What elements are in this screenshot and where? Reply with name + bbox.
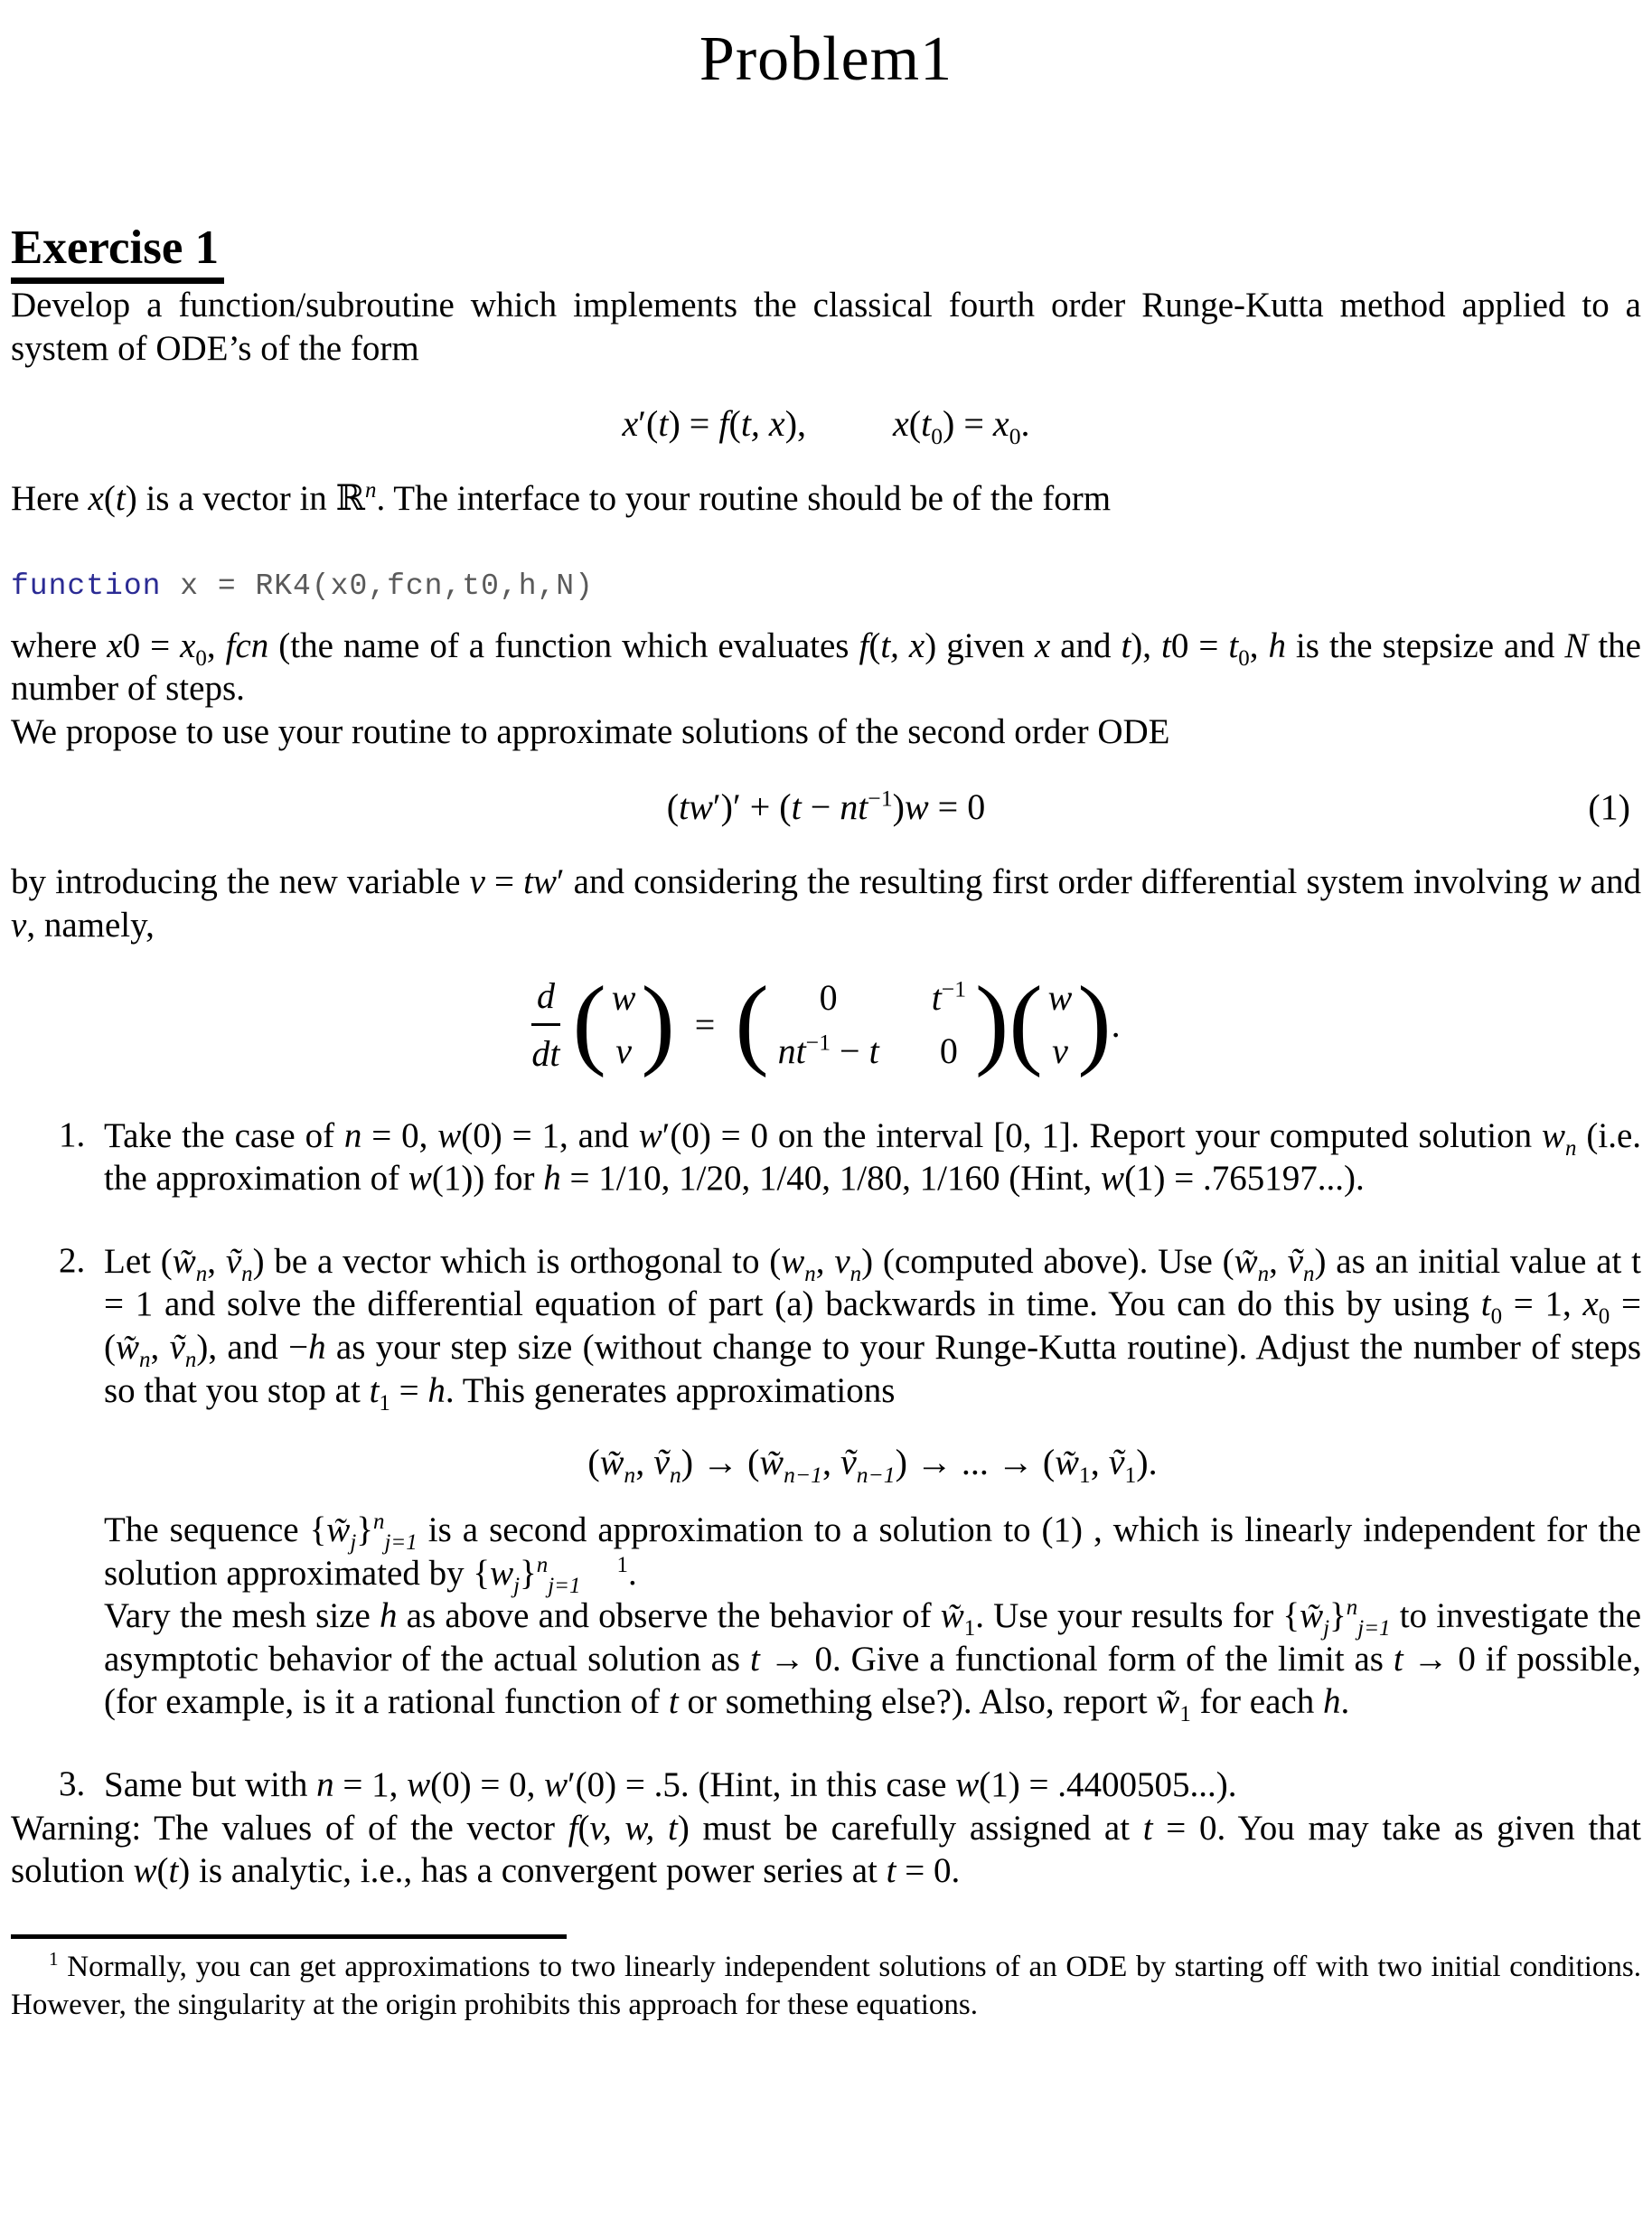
equation-1 bbox=[11, 785, 1641, 828]
coefficient-matrix bbox=[769, 976, 975, 1072]
equals-sign: = bbox=[694, 1003, 716, 1045]
matrix-equation bbox=[11, 965, 1641, 1078]
left-paren: ( bbox=[1009, 965, 1043, 1078]
matrix-cell-01: $t^{-1}$ bbox=[931, 975, 967, 1019]
fraction-bar bbox=[531, 1023, 559, 1026]
item-body bbox=[104, 1115, 1641, 1200]
list-item-3 bbox=[11, 1764, 1641, 1807]
vector-entry-w: w bbox=[1047, 977, 1073, 1019]
right-paren: ) bbox=[641, 965, 675, 1078]
state-vector-left bbox=[606, 976, 642, 1072]
list-item-1 bbox=[11, 1115, 1641, 1200]
equation-1-content: $(tw')' + (t - nt^{-1})w = 0$ bbox=[666, 785, 986, 828]
item-body bbox=[104, 1240, 1642, 1727]
item-2-vary-paragraph: Vary the mesh size h as above and observe the behavior of $w̃_1$. Use your results for $\{w̃_j\}^n_{j=1}$ to investigate the asymptotic behavior of the actual solution as t → 0. Give a functional form of the limit as t → 0 if possible, (for example, is it a rational function of t or something else?). Also, report $w̃_1$ for each h. bbox=[104, 1595, 1642, 1727]
trailing-period: . bbox=[1111, 1003, 1121, 1045]
item-2-text: Let ($w̃_n$, $ṽ_n$) be a vector which is orthogonal to ($w_n$, $v_n$) (computed above). Use ($w̃_n$, $ṽ_n$) as an initial value at t = 1 and solve the differential equation of part (a) backwards in time. You can do this by using $t_0 = 1$, $x_0$ = ($w̃_n$, $ṽ_n$), and −h as your step size (without change to your Runge-Kutta routine). Adjust the number of steps so that you stop at $t_1 = h$. This generates approximations bbox=[104, 1241, 1642, 1416]
item-3-text: Same but with n = 1, w(0) = 0, w′(0) = .5. (Hint, in this case w(1) = .4400505...). bbox=[104, 1764, 1237, 1804]
section-heading-text: Exercise 1 bbox=[11, 221, 224, 284]
matrix-cell-10: $nt^{-1} - t$ bbox=[777, 1029, 879, 1072]
item-number: 2. bbox=[59, 1240, 86, 1280]
paragraph-arguments: where $x0 = x_0$, fcn (the name of a function which evaluates f(t, x) given x and t), $t0 = t_0$, h is the stepsize and N the number of steps. bbox=[11, 626, 1641, 709]
item-body bbox=[104, 1764, 1641, 1807]
code-body: x = RK4(x0,fcn,t0,h,N) bbox=[161, 569, 594, 603]
item-2-sequence-paragraph: The sequence $\{w̃_j\}^n_{j=1}$ is a second approximation to a solution to (1) , which is linearly independent for the solution approximated by $\{w_j\}^n_{j=1}^1$. bbox=[104, 1510, 1641, 1598]
paragraph-intro: Develop a function/subroutine which implements the classical fourth order Runge-Kutta method applied to a system of ODE’s of the form bbox=[11, 286, 1641, 368]
code-line bbox=[11, 569, 1641, 603]
left-paren: ( bbox=[735, 965, 769, 1078]
paragraph-propose: We propose to use your routine to approximate solutions of the second order ODE bbox=[11, 711, 1170, 751]
list-item-2 bbox=[11, 1240, 1642, 1727]
paragraph-substitution: by introducing the new variable v = tw′ and considering the resulting first order differential system involving w and v, namely, bbox=[11, 862, 1642, 945]
document-page bbox=[0, 24, 1652, 2024]
matrix-cell-00: 0 bbox=[819, 977, 838, 1019]
footnote-rule bbox=[11, 1934, 567, 1939]
footnote-marker: 1 bbox=[49, 1947, 59, 1970]
equation-ivp bbox=[11, 402, 1641, 450]
item-number: 1. bbox=[59, 1115, 86, 1154]
vector-entry-w: w bbox=[611, 977, 636, 1019]
section-heading bbox=[11, 221, 1641, 284]
footnote bbox=[11, 1948, 1641, 2024]
footnote-body: Normally, you can get approximations to two linearly independent solutions of an ODE by starting off with two initial conditions. However, the singularity at the origin prohibits this approach for these equations. bbox=[11, 1950, 1641, 2021]
paragraph-interface: Here x(t) is a vector in ℝ$^n$. The interface to your routine should be of the form bbox=[11, 478, 1112, 519]
warning-paragraph: Warning: The values of of the vector f(v, w, t) must be carefully assigned at t = 0. You may take as given that solution w(t) is analytic, i.e., has a convergent power series at t = 0. bbox=[11, 1808, 1641, 1891]
ddt-fraction bbox=[531, 974, 559, 1075]
equation-number: (1) bbox=[1588, 786, 1630, 828]
exercise-list bbox=[11, 1115, 1641, 1807]
vector-entry-v: v bbox=[615, 1030, 633, 1072]
left-paren: ( bbox=[572, 965, 606, 1078]
item-1-text: Take the case of n = 0, w(0) = 1, and w′(0) = 0 on the interval [0, 1]. Report your computed solution $w_n$ (i.e. the approximation of w(1)) for h = 1/10, 1/20, 1/40, 1/80, 1/160 (Hint, w(1) = .765197...). bbox=[104, 1115, 1642, 1199]
matrix-cell-11: 0 bbox=[939, 1030, 958, 1072]
vector-entry-v: v bbox=[1052, 1030, 1068, 1072]
equation-ivp-content: x′(t) = f(t, x), $x(t_0) = x_0$. bbox=[622, 403, 1030, 450]
sequence-equation bbox=[104, 1441, 1641, 1489]
page-title: Problem1 bbox=[699, 24, 953, 94]
right-paren: ) bbox=[1077, 965, 1112, 1078]
right-paren: ) bbox=[975, 965, 1009, 1078]
fraction-denominator: dt bbox=[531, 1032, 560, 1074]
item-number: 3. bbox=[59, 1764, 86, 1803]
code-keyword: function bbox=[11, 569, 162, 603]
sequence-equation-content: ($w̃_n$, $ṽ_n$) → ($w̃_{n-1}$, $ṽ_{n-1}$) → ... → ($w̃_1$, $ṽ_1$). bbox=[587, 1442, 1158, 1489]
state-vector-right bbox=[1043, 976, 1078, 1072]
fraction-numerator: d bbox=[536, 974, 555, 1016]
